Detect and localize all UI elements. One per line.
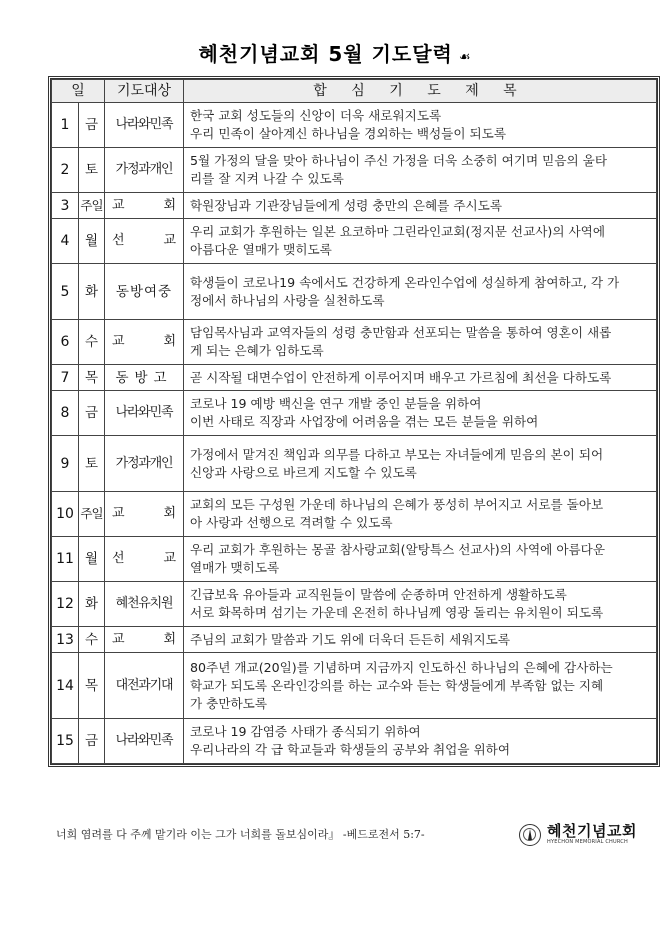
ornament-icon: ☙ [458,50,472,65]
prayer-target-char: 교 [112,506,125,521]
title-text: 혜천기념교회 5월 기도달력 [198,42,453,66]
logo-korean-name: 혜천기념교회 [547,822,637,840]
table-row [52,365,657,391]
header-day: 일 [52,80,105,103]
prayer-content [184,436,657,492]
table-row [52,719,657,764]
prayer-content [184,391,657,436]
prayer-line: 교회의 모든 구성원 가운데 하나님의 은혜가 풍성히 부어지고 서로를 돌아보 [190,497,604,512]
day-number: 9 [52,436,79,492]
prayer-line: 아 사랑과 선행으로 격려할 수 있도록 [190,515,393,530]
prayer-line: 코로나 19 감염증 사태가 종식되기 위하여 [190,724,421,739]
church-emblem-icon [519,824,541,846]
prayer-target-char: 회 [163,631,176,647]
prayer-target-char: 선 [112,233,125,248]
prayer-target-char: 회 [163,334,176,349]
day-of-week: 목 [79,653,105,719]
day-of-week: 주일 [79,492,105,537]
day-number: 6 [52,320,79,365]
prayer-line: 리를 잘 지켜 나갈 수 있도록 [190,171,344,186]
bible-verse: 너희 염려를 다 주께 맡기라 이는 그가 너희를 돌보심이라』 -베드로전서 5:7- [56,828,425,841]
prayer-line: 긴급보육 유아들과 교직원들이 말씀에 순종하며 안전하게 생활하도록 [190,587,567,602]
table-row [52,436,657,492]
prayer-target: 나라와민족 [105,391,184,436]
prayer-line: 우리나라의 각 급 학교들과 학생들의 공부와 취업을 위하여 [190,742,510,757]
prayer-content [184,219,657,264]
prayer-line: 우리 교회가 후원하는 일본 요코하마 그린라인교회(정지문 선교사)의 사역에 [190,224,605,239]
day-of-week: 금 [79,103,105,148]
prayer-target [105,193,184,219]
prayer-target [105,320,184,365]
table-row [52,582,657,627]
table-header-row [52,80,657,103]
day-of-week: 금 [79,719,105,764]
prayer-target-char: 선 [112,551,125,566]
prayer-target: 혜천유치원 [105,582,184,627]
prayer-line: 서로 화목하며 섬기는 가운데 온전히 하나님께 영광 돌리는 유치원이 되도록 [190,605,604,620]
table-row [52,537,657,582]
day-of-week: 월 [79,537,105,582]
day-number: 10 [52,492,79,537]
prayer-line: 80주년 개교(20일)를 기념하며 지금까지 인도하신 하나님의 은혜에 감사하는 [190,659,613,675]
prayer-content [184,148,657,193]
day-of-week: 수 [79,320,105,365]
church-logo [519,823,637,846]
prayer-line: 학원장님과 기관장님들에게 성령 충만의 은혜를 주시도록 [190,197,502,213]
prayer-line: 주님의 교회가 말씀과 기도 위에 더욱더 든든히 세워지도록 [190,631,510,647]
prayer-line: 담임목사님과 교역자들의 성령 충만함과 선포되는 말씀을 통하여 영혼이 새롭 [190,325,612,340]
logo-english-name: HYECHON MEMORIAL CHURCH [547,839,628,845]
prayer-line: 학교가 되도록 온라인강의를 하는 교수와 듣는 학생들에게 부족함 없는 지혜 [190,677,604,693]
day-of-week: 금 [79,391,105,436]
day-number: 2 [52,148,79,193]
prayer-content [184,103,657,148]
day-number: 12 [52,582,79,627]
prayer-line: 코로나 19 예방 백신을 연구 개발 중인 분들을 위하여 [190,396,482,411]
day-number: 1 [52,103,79,148]
day-number: 11 [52,537,79,582]
table-row [52,492,657,537]
prayer-content [184,320,657,365]
page-title [0,38,670,67]
prayer-target-char: 교 [112,197,125,213]
day-number: 3 [52,193,79,219]
prayer-content [184,719,657,764]
prayer-target-char: 교 [163,551,176,566]
day-of-week: 목 [79,365,105,391]
day-of-week: 화 [79,582,105,627]
day-number: 8 [52,391,79,436]
prayer-content [184,492,657,537]
header-content: 합 심 기 도 제 목 [184,80,657,103]
prayer-line: 학생들이 코로나19 속에서도 건강하게 온라인수업에 성실하게 참여하고, 각 가 [190,274,620,290]
day-number: 7 [52,365,79,391]
table-row [52,627,657,653]
prayer-content [184,582,657,627]
day-number: 5 [52,264,79,320]
table-row [52,148,657,193]
prayer-target: 나라와민족 [105,719,184,764]
prayer-line: 한국 교회 성도들의 신앙이 더욱 새로워지도록 [190,108,442,123]
table-row [52,320,657,365]
prayer-line: 가 충만하도록 [190,695,267,711]
day-number: 4 [52,219,79,264]
prayer-content [184,264,657,320]
day-number: 14 [52,653,79,719]
prayer-calendar-table [48,76,660,767]
prayer-line: 게 되는 은혜가 임하도록 [190,343,324,358]
day-number: 13 [52,627,79,653]
day-of-week: 월 [79,219,105,264]
day-of-week: 화 [79,264,105,320]
table-row [52,219,657,264]
day-of-week: 토 [79,148,105,193]
table-row [52,391,657,436]
prayer-line: 우리 교회가 후원하는 몽골 참사랑교회(알탕특스 선교사)의 사역에 아름다운 [190,542,605,557]
day-of-week: 수 [79,627,105,653]
prayer-target: 동방고 [105,365,184,391]
prayer-target: 나라와민족 [105,103,184,148]
prayer-content [184,365,657,391]
prayer-target [105,492,184,537]
day-of-week: 토 [79,436,105,492]
prayer-line: 가정에서 맡겨진 책임과 의무를 다하고 부모는 자녀들에게 믿음의 본이 되어 [190,446,604,462]
prayer-target-char: 회 [163,506,176,521]
prayer-line: 이번 사태로 직장과 사업장에 어려움을 겪는 모든 분들을 위하여 [190,414,539,429]
prayer-target: 대전과기대 [105,653,184,719]
day-of-week: 주일 [79,193,105,219]
prayer-line: 열매가 맺히도록 [190,560,280,575]
prayer-target: 동방여중 [105,264,184,320]
prayer-target [105,537,184,582]
prayer-line: 아름다운 열매가 맺히도록 [190,242,332,257]
prayer-target-char: 회 [163,197,176,213]
prayer-content [184,653,657,719]
prayer-content [184,627,657,653]
prayer-target-char: 교 [163,233,176,248]
prayer-target [105,627,184,653]
prayer-content [184,537,657,582]
day-number: 15 [52,719,79,764]
prayer-line: 5월 가정의 달을 맞아 하나님이 주신 가정을 더욱 소중히 여기며 믿음의 울타 [190,153,608,168]
prayer-line: 우리 민족이 살아계신 하나님을 경외하는 백성들이 되도록 [190,126,506,141]
table-row [52,103,657,148]
table-row [52,264,657,320]
prayer-line: 정에서 하나님의 사랑을 실천하도록 [190,292,385,308]
table-row [52,193,657,219]
header-target: 기도대상 [105,80,184,103]
prayer-target: 가정과개인 [105,436,184,492]
prayer-line: 신앙과 사랑으로 바르게 지도할 수 있도록 [190,464,417,480]
prayer-target [105,219,184,264]
prayer-target: 가정과개인 [105,148,184,193]
prayer-line: 곧 시작될 대면수업이 안전하게 이루어지며 배우고 가르침에 최선을 다하도록 [190,369,612,385]
prayer-content [184,193,657,219]
prayer-target-char: 교 [112,334,125,349]
prayer-target-char: 교 [112,631,125,647]
table-row [52,653,657,719]
